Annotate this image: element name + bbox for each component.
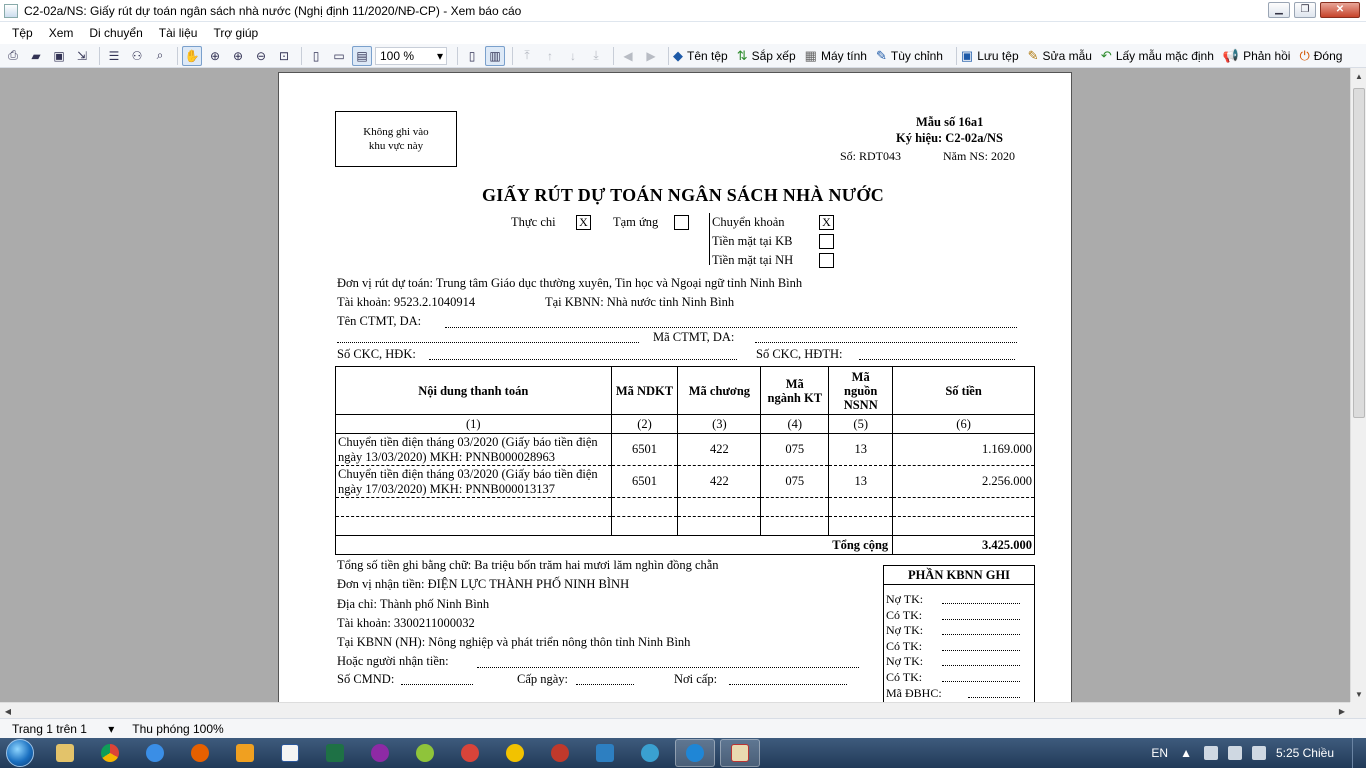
menu-tep[interactable]: Tệp (12, 26, 33, 40)
media-player-taskbar-icon[interactable] (225, 739, 265, 767)
ie-taskbar-icon[interactable] (135, 739, 175, 767)
table-row (336, 466, 1035, 498)
checkbox-tien-mat-kb[interactable] (819, 234, 834, 249)
checkbox-thuc-chi[interactable]: X (576, 215, 591, 230)
edit-template-button[interactable]: ✎ Sửa mẫu (1027, 47, 1092, 63)
page-width-icon[interactable]: ▯ (312, 48, 320, 63)
treasury-box: PHẦN KBNN GHI Nợ TK: Có TK: Nợ TK: Có TK: Nợ TK: Có TK: Mã ĐBHC: (883, 565, 1035, 702)
label-cmnd: Số CMND: (337, 672, 395, 686)
cell-ndkt: 6501 (611, 434, 678, 466)
cell-chuong: 422 (678, 466, 761, 498)
feedback-button[interactable]: 📢 Phản hồi (1222, 47, 1291, 63)
open-folder-icon[interactable]: ▰ (31, 48, 41, 63)
calculator-button[interactable]: ▦ Máy tính (804, 47, 867, 63)
system-tray (1151, 738, 1366, 768)
document-number: Số: RDT043 (840, 149, 902, 163)
start-button[interactable] (0, 738, 40, 768)
app-taskbar-icon-1[interactable] (360, 739, 400, 767)
cell-nguon: 13 (829, 466, 893, 498)
whole-page-icon[interactable]: ▭ (333, 48, 345, 63)
chrome-taskbar-icon[interactable] (90, 739, 130, 767)
app-icon (4, 4, 18, 18)
column-header: Mã ngành KT (761, 367, 829, 415)
column-header: Nội dung thanh toán (336, 367, 612, 415)
account-number: Tài khoản: 9523.2.1040914 (337, 295, 476, 309)
empty-row (336, 498, 1035, 517)
show-desktop-button[interactable] (1352, 738, 1366, 768)
zoom-indicator: Thu phóng 100% (132, 721, 224, 736)
cell-chuong: 422 (678, 434, 761, 466)
customize-button[interactable]: ✎ Tùy chỉnh (875, 47, 943, 63)
undo-icon: ↶ (1100, 47, 1112, 63)
scroll-up-icon[interactable]: ▲ (1355, 71, 1363, 81)
megaphone-icon: 📢 (1222, 47, 1240, 63)
checkbox-tam-ung[interactable] (674, 215, 689, 230)
disk-icon: ▣ (960, 47, 974, 63)
label-tien-mat-nh: Tiền mặt tại NH (712, 253, 794, 267)
firefox-taskbar-icon[interactable] (180, 739, 220, 767)
hand-tool-icon[interactable]: ✋ (182, 46, 202, 66)
cell-amount: 2.256.000 (893, 466, 1035, 498)
table-row (336, 434, 1035, 466)
horizontal-scrollbar[interactable] (0, 702, 1350, 718)
diamond-icon: ◆ (673, 47, 683, 63)
checkbox-chuyen-khoan[interactable]: X (819, 215, 834, 230)
single-page-icon[interactable]: ▯ (468, 48, 476, 63)
sort-button[interactable]: ⇅ Sắp xếp (736, 47, 796, 63)
windows-logo-icon (6, 739, 34, 767)
label-ma-ctmt: Mã CTMT, DA: (653, 330, 735, 344)
page-indicator[interactable]: Trang 1 trên 1 ▾ (12, 721, 115, 736)
word-taskbar-icon[interactable] (270, 739, 310, 767)
export-icon[interactable]: ⇲ (76, 48, 88, 63)
chevron-down-icon: ▾ (436, 48, 443, 63)
app-taskbar-icon-3[interactable] (450, 739, 490, 767)
zoom-region-icon[interactable]: ⊡ (278, 48, 290, 63)
forward-icon[interactable]: ▶ (646, 48, 656, 63)
title-bar (0, 0, 1366, 22)
power-icon: ⏻ (1299, 47, 1310, 63)
cell-ndkt: 6501 (611, 466, 678, 498)
explorer-taskbar-icon[interactable] (45, 739, 85, 767)
empty-row (336, 517, 1035, 536)
column-header: Mã nguồn NSNN (829, 367, 893, 415)
label-so-ckc-hdth: Số CKC, HĐTH: (756, 347, 843, 361)
cell-nganh: 075 (761, 466, 829, 498)
form-symbol: Ký hiệu: C2-02a/NS (896, 131, 1003, 145)
menu-bar (0, 22, 1366, 44)
paying-unit: Đơn vị rút dự toán: Trung tâm Giáo dục thường xuyên, Tin học và Ngoại ngữ tỉnh Ninh Bình (337, 276, 803, 290)
label-chuyen-khoan: Chuyển khoản (712, 215, 785, 229)
customize-icon: ✎ (875, 47, 887, 63)
page-title: GIẤY RÚT DỰ TOÁN NGÂN SÁCH NHÀ NƯỚC (482, 185, 885, 205)
label-thuc-chi: Thực chi (511, 215, 556, 229)
file-name-button[interactable]: ◆ Tên tệp (673, 47, 728, 63)
menu-tro-giup[interactable]: Trợ giúp (213, 26, 259, 40)
label-issue-place: Nơi cấp: (674, 672, 718, 686)
language-indicator[interactable]: EN (1151, 746, 1169, 760)
network-icon[interactable] (1204, 746, 1218, 760)
close-button[interactable]: ⏻ Đóng (1299, 47, 1343, 63)
first-page-icon[interactable]: ⤒ (524, 48, 530, 62)
total-label: Tổng cộng (336, 536, 893, 555)
menu-di-chuyen[interactable]: Di chuyển (89, 26, 143, 40)
next-page-icon[interactable]: ↓ (570, 48, 576, 63)
label-tam-ung: Tạm ứng (613, 215, 659, 229)
payment-table (335, 366, 1035, 555)
payee-bank: Tại KBNN (NH): Nông nghiệp và phát triển nông thôn tỉnh Ninh Bình (337, 635, 691, 649)
minimize-button[interactable]: ▁ (1268, 2, 1290, 18)
scroll-right-icon[interactable]: ▶ (1338, 706, 1346, 716)
last-page-icon[interactable]: ⤓ (593, 48, 599, 62)
back-icon[interactable]: ◀ (623, 48, 633, 63)
binoculars-icon[interactable]: ⚇ (131, 48, 143, 63)
amount-in-words: Tổng số tiền ghi bằng chữ: Ba triệu bốn trăm hai mươi lăm nghìn đồng chẵn (337, 558, 719, 572)
cell-content: Chuyển tiền điện tháng 03/2020 (Giấy báo tiền điện ngày 17/03/2020) MKH: PNNB000013137 (336, 466, 612, 498)
column-number-row: (1) (2) (3) (4) (5) (6) (336, 415, 1035, 434)
cell-content: Chuyển tiền điện tháng 03/2020 (Giấy báo tiền điện ngày 13/03/2020) MKH: PNNB000028963 (336, 434, 612, 466)
treasury: Tại KBNN: Nhà nước tỉnh Ninh Bình (545, 295, 735, 309)
clock[interactable]: 5:25 Chiều (1275, 746, 1334, 760)
display-icon[interactable] (1228, 746, 1242, 760)
scroll-left-icon[interactable]: ◀ (4, 706, 12, 716)
window-title: C2-02a/NS: Giấy rút dự toán ngân sách nhà nước (Nghị định 11/2020/NĐ-CP) - Xem báo cáo (24, 3, 522, 18)
multi-page-icon[interactable]: ▥ (485, 46, 505, 66)
sort-icon: ⇅ (736, 47, 748, 63)
app-taskbar-icon-8[interactable] (675, 739, 715, 767)
table-icon[interactable]: ☰ (108, 48, 120, 63)
checkbox-tien-mat-nh[interactable] (819, 253, 834, 268)
app-taskbar-icon-7[interactable] (630, 739, 670, 767)
treasury-box-title: PHẦN KBNN GHI (884, 566, 1034, 585)
status-bar (0, 718, 1366, 738)
label-so-ckc-hdk: Số CKC, HĐK: (337, 347, 416, 361)
menu-xem[interactable]: Xem (48, 26, 74, 40)
prev-page-icon[interactable]: ↑ (547, 48, 553, 63)
vertical-scrollbar[interactable] (1350, 68, 1366, 702)
menu-tai-lieu[interactable]: Tài liệu (158, 26, 198, 40)
volume-icon[interactable] (1252, 746, 1266, 760)
edit-icon: ✎ (1027, 47, 1039, 63)
restore-button[interactable]: ❐ (1294, 2, 1316, 18)
tray-arrow-icon[interactable]: ▲ (1180, 746, 1192, 760)
actual-size-icon[interactable]: ▤ (352, 46, 372, 66)
app-taskbar-icon-2[interactable] (405, 739, 445, 767)
zoom-in-icon[interactable]: ⊕ (209, 48, 221, 63)
app-taskbar-icon-4[interactable] (495, 739, 535, 767)
payee-unit: Đơn vị nhận tiền: ĐIỆN LỰC THÀNH PHỐ NINH BÌNH (337, 577, 630, 591)
excel-taskbar-icon[interactable] (315, 739, 355, 767)
total-row (336, 536, 1035, 555)
close-window-button[interactable]: ✕ (1320, 2, 1360, 18)
label-recipient: Hoặc người nhận tiền: (337, 654, 449, 668)
cell-amount: 1.169.000 (893, 434, 1035, 466)
table-header-row (336, 367, 1035, 415)
taskbar (0, 738, 1366, 768)
label-ten-ctmt: Tên CTMT, DA: (337, 314, 422, 328)
zoom-value: 100 % (380, 48, 415, 63)
scroll-down-icon[interactable]: ▼ (1355, 689, 1363, 699)
report-viewer-taskbar-icon[interactable] (720, 739, 760, 767)
payee-account: Tài khoản: 3300211000032 (337, 616, 475, 630)
no-write-box: Không ghi vào khu vực này (335, 111, 457, 167)
report-page (278, 72, 1072, 702)
zoom-select[interactable] (375, 47, 447, 65)
app-taskbar-icon-6[interactable] (585, 739, 625, 767)
cell-nguon: 13 (829, 434, 893, 466)
payee-address: Địa chỉ: Thành phố Ninh Bình (337, 597, 490, 611)
save-icon[interactable]: ▣ (53, 48, 65, 63)
scroll-thumb[interactable] (1353, 88, 1365, 418)
form-number: Mẫu số 16a1 (916, 115, 984, 129)
zoom-in-2-icon[interactable]: ⊕ (232, 48, 244, 63)
save-file-button[interactable]: ▣ Lưu tệp (960, 47, 1019, 63)
budget-year: Năm NS: 2020 (943, 149, 1015, 163)
cell-nganh: 075 (761, 434, 829, 466)
find-icon[interactable]: ⌕ (156, 48, 164, 62)
toolbar (0, 44, 1366, 68)
app-taskbar-icon-5[interactable] (540, 739, 580, 767)
column-header: Số tiền (893, 367, 1035, 415)
column-header: Mã NDKT (611, 367, 678, 415)
report-viewer[interactable] (0, 68, 1350, 702)
print-icon[interactable]: ⎙ (8, 48, 18, 62)
column-header: Mã chương (678, 367, 761, 415)
zoom-out-icon[interactable]: ⊖ (255, 48, 267, 63)
label-tien-mat-kb: Tiền mặt tại KB (712, 234, 793, 248)
default-template-button[interactable]: ↶ Lấy mẫu mặc định (1100, 47, 1214, 63)
label-issue-date: Cấp ngày: (517, 672, 569, 686)
total-amount: 3.425.000 (893, 536, 1035, 555)
calculator-icon: ▦ (804, 47, 817, 63)
